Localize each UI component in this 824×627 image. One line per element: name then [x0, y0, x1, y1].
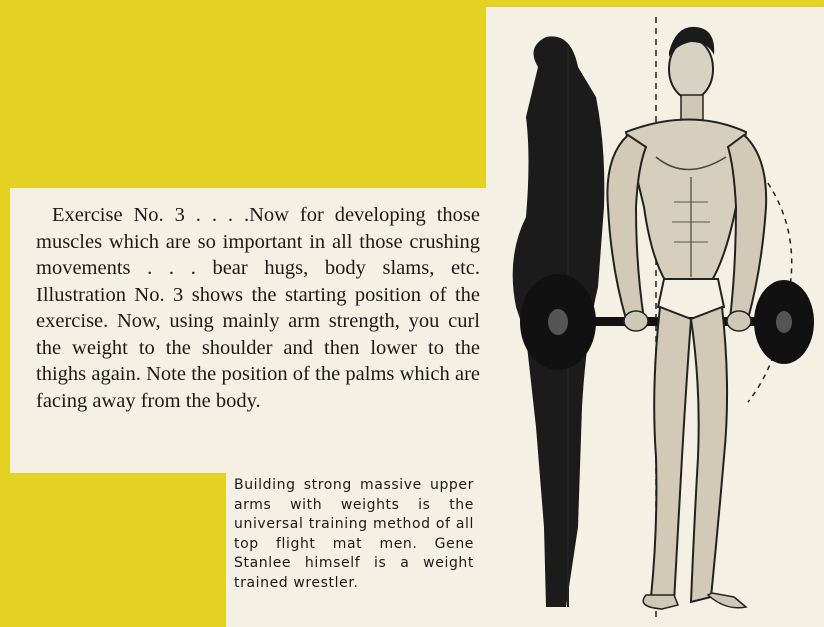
illustration-caption: Building strong massive upper arms with weights is the universal training method of all top flight mat men. Gene Stanlee himself is a weight trained wrestler. — [234, 477, 474, 591]
illustration-panel — [486, 7, 824, 627]
caption-panel — [226, 470, 486, 627]
article-body: Exercise No. 3 . . . .Now for developing those muscles which are so important in all those crushing movements . . . bear hugs, body slams, etc. Illustration No. 3 shows the starting position of the exercise. Now, using mainly arm strength, you curl the weight to the shoulder and then lower to the thighs again. Note the position of the palms which are facing away from the body. — [36, 204, 480, 412]
article-text-panel — [10, 188, 486, 473]
barbell-curl-illustration — [486, 7, 824, 627]
